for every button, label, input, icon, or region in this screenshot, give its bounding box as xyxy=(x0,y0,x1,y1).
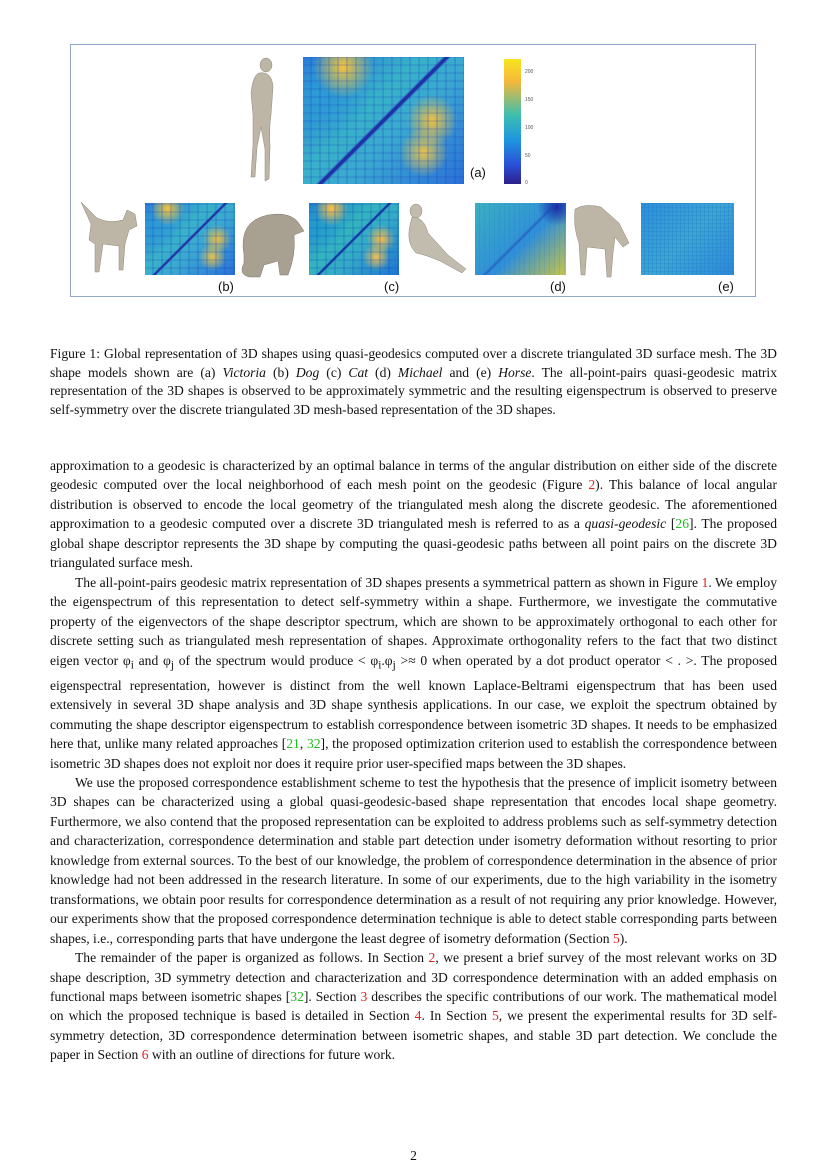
caption-text: Global representation of 3D shapes using quasi-geodesics computed over a discrete triangulated 3D surface mesh. The 3D shape models shown are (a) xyxy=(50,346,777,380)
page-number: 2 xyxy=(410,1148,417,1163)
subscript: j xyxy=(392,659,396,672)
text: . We employ the eigenspectrum of this representation to detect self-symmetry within a shape. Furthermore, we investigate the commutative property of the eigenvectors of the shape descriptor spectrum, which are shown to be approximately orthogonal to each other for discrete setting such as triangulated mesh representation of shapes. Approximate orthogonality refers to the fact that two distinct eigen vector φ xyxy=(50,574,778,668)
caption-text: (d) xyxy=(368,364,398,380)
citation-link[interactable]: 32 xyxy=(290,988,304,1004)
text: .φ xyxy=(381,652,393,668)
dog-shape-image xyxy=(79,200,141,278)
shape-name: Horse xyxy=(498,364,532,380)
colorbar-tick: 0 xyxy=(525,180,528,186)
term: quasi-geodesic xyxy=(584,516,667,532)
citation-link[interactable]: 32 xyxy=(306,736,321,752)
figure-ref-link[interactable]: 1 xyxy=(701,574,709,590)
text: ]. The proposed global shape descriptor represents the 3D shape by computing the quasi-geodesic paths between all point pairs on the discrete 3D triangulated surface mesh. xyxy=(50,516,777,571)
text: approximation to a geodesic is characterized by an optimal balance in terms of the angular distribution on either side of the discrete geodesic computed over the local neighborhood of each mesh point on the geodesic (Figure xyxy=(50,458,777,493)
colorbar xyxy=(504,59,521,184)
text: ). This balance of local angular distribution is observed to encode the local geometry of the triangulated mesh along the discrete geodesic. The aforementioned approximation to a geodesic computed over a discrete 3D triangulated mesh is referred to as a xyxy=(50,477,777,532)
text: with an outline of directions for future work. xyxy=(148,1047,396,1063)
subscript: i xyxy=(130,659,134,672)
figure-ref-link[interactable]: 2 xyxy=(588,477,596,493)
figure-caption xyxy=(50,345,777,419)
sublabel-c: (c) xyxy=(384,279,400,294)
text: The all-point-pairs geodesic matrix representation of 3D shapes presents a symmetrical pattern as shown in Figure xyxy=(75,574,702,590)
sublabel-e: (e) xyxy=(718,279,734,294)
text: , we present the experimental results for 3D self-symmetry detection, 3D correspondence determination between isometric shapes, and stable 3D part detection. We conclude the paper in Section xyxy=(50,1008,777,1063)
paragraph xyxy=(50,773,777,948)
paragraph xyxy=(50,573,777,773)
text: and φ xyxy=(133,652,171,668)
caption-text: and (e) xyxy=(442,364,499,380)
shape-name: Victoria xyxy=(222,364,266,380)
figure-1 xyxy=(70,44,756,297)
shape-name: Dog xyxy=(295,364,320,380)
section-ref-link[interactable]: 2 xyxy=(428,950,436,966)
text: ). xyxy=(619,930,628,946)
text: ]. Section xyxy=(303,988,361,1004)
colorbar-tick: 200 xyxy=(525,69,534,75)
section-ref-link[interactable]: 5 xyxy=(491,1008,499,1024)
paragraph xyxy=(50,948,777,1065)
text: describes the specific contributions of our work. The mathematical model on which the proposed technique is based is detailed in Section xyxy=(50,988,777,1024)
heatmap-michael xyxy=(475,203,566,275)
section-ref-link[interactable]: 6 xyxy=(141,1047,149,1063)
colorbar-tick: 50 xyxy=(525,153,531,159)
citation-link[interactable]: 21 xyxy=(286,736,300,752)
text: [ xyxy=(666,516,676,532)
caption-text: (c) xyxy=(319,364,349,380)
text: , we present a brief survey of the most relevant works on 3D shape description, 3D symmetry detection and characterization and 3D correspondence determination with an added emphasis on functional maps between isometric shapes [ xyxy=(50,950,777,1004)
text: We use the proposed correspondence establishment scheme to test the hypothesis that the presence of implicit isometry between 3D shapes can be characterized using a global quasi-geodesic-based shape representation that encodes local shape geometry. Furthermore, we also contend that the proposed representation can be exploited to address problems such as self-symmetry detection and characterization, correspondence determination and stable part detection under isometry deformation without resorting to prior knowledge from external sources. To the best of our knowledge, the problem of correspondence determination in the absence of prior knowledge had not been addressed in the research literature. In some of our experiments, due to the high variability in the isometry transformations, we obtain poor results for correspondence determination as a result of not requiring any prior knowledge. However, our experiments show that the proposed correspondence determination technique is able to detect stable corresponding parts between shapes, i.e., corresponding parts that have undergone the least degree of isometry deformation (Section xyxy=(50,774,777,946)
text: , xyxy=(299,736,307,752)
section-ref-link[interactable]: 4 xyxy=(414,1008,422,1024)
caption-text: . The all-point-pairs quasi-geodesic matrix representation of the 3D shapes is observed to be approximately symmetric and the resulting eigenspectrum is observed to preserve self-symmetry over the discrete triangulated 3D mesh-based representation of the 3D shapes. xyxy=(50,364,778,417)
citation-link[interactable]: 26 xyxy=(675,516,689,532)
shape-name: Cat xyxy=(348,364,369,380)
colorbar-tick: 150 xyxy=(525,97,534,103)
horse-shape-image xyxy=(571,203,633,279)
sublabel-a: (a) xyxy=(470,165,486,180)
section-ref-link[interactable]: 3 xyxy=(360,988,368,1004)
colorbar-tick: 100 xyxy=(525,125,534,131)
heatmap-cat xyxy=(309,203,399,275)
sublabel-b: (b) xyxy=(218,279,234,294)
section-ref-link[interactable]: 5 xyxy=(612,930,620,946)
shape-name: Michael xyxy=(397,364,443,380)
text: . In Section xyxy=(421,1008,492,1024)
victoria-shape-image xyxy=(239,57,289,185)
text: of the spectrum would produce < φ xyxy=(174,652,379,668)
caption-label: Figure 1: xyxy=(50,346,100,361)
text: The remainder of the paper is organized as follows. In Section xyxy=(75,950,429,966)
paragraph xyxy=(50,456,777,573)
heatmap-victoria xyxy=(303,57,464,184)
subscript: j xyxy=(170,659,175,672)
text: >≈ 0 when operated by a dot product operator < . >. The proposed eigenspectral representation, however is distinct from the well known Laplace-Beltrami eigenspectrum that has been used extensively in several 3D shape analysis and 3D shape synthesis applications. In our case, we exploit the spectrum obtained by commuting the shape descriptor eigenspectrum to establish correspondence between isometric 3D shapes. It needs to be emphasized here that, unlike many related approaches [ xyxy=(50,652,778,752)
heatmap-horse xyxy=(641,203,734,275)
cat-shape-image xyxy=(234,205,306,279)
sublabel-d: (d) xyxy=(550,279,566,294)
body-text xyxy=(50,456,777,1065)
caption-text: (b) xyxy=(265,364,296,380)
text: ], the proposed optimization criterion used to establish the correspondence between isometric 3D shapes does not exploit nor does it require prior user-specified maps between the 3D shapes. xyxy=(50,736,777,771)
subscript: i xyxy=(378,659,382,672)
michael-shape-image xyxy=(404,203,470,273)
heatmap-dog xyxy=(145,203,235,275)
